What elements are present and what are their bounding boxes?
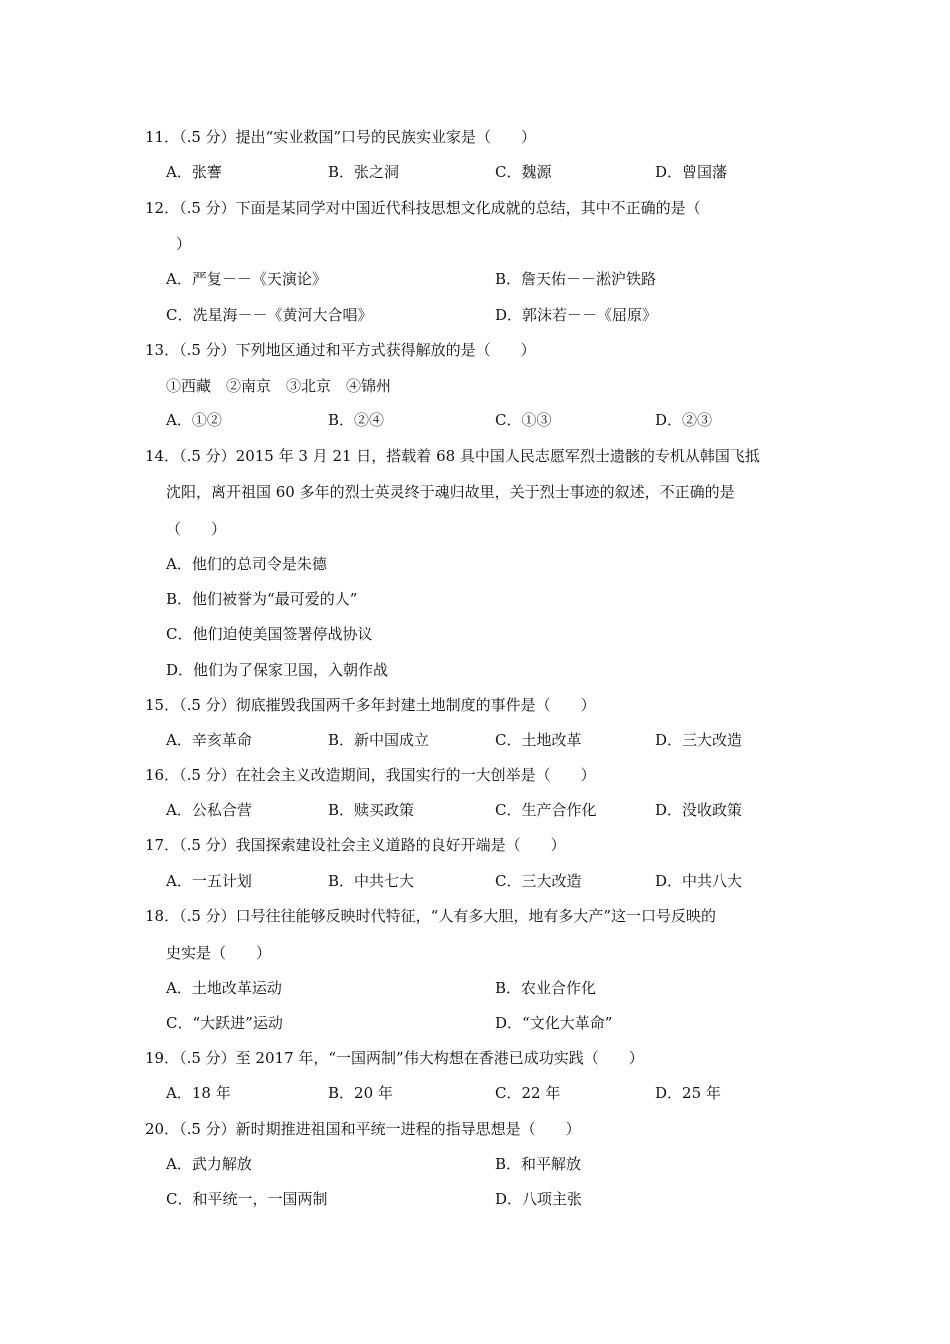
question-12-option-a: A．严复－－《天演论》 (166, 270, 327, 288)
question-12-option-b: B．詹天佑－－淞沪铁路 (495, 270, 657, 288)
question-12-option-d: D．郭沫若－－《屈原》 (495, 306, 658, 324)
question-12-stem-line2: ） (176, 235, 192, 253)
question-17-option-b: B．中共七大 (328, 872, 415, 890)
question-11-option-c: C．魏源 (495, 163, 552, 181)
question-11-stem: 11．（.5 分）提出“实业救国”口号的民族实业家是（ ） (145, 128, 537, 146)
question-16-option-d: D．没收政策 (655, 801, 743, 819)
question-18-stem-line2: 史实是（ ） (166, 944, 272, 962)
question-20-option-a: A．武力解放 (166, 1155, 252, 1173)
question-15-option-d: D．三大改造 (655, 731, 743, 749)
question-15-option-b: B．新中国成立 (328, 731, 430, 749)
question-17-option-d: D．中共八大 (655, 872, 743, 890)
question-18-option-c: C．“大跃进”运动 (166, 1014, 283, 1032)
question-19-option-c: C．22 年 (495, 1084, 561, 1102)
question-13-option-a: A．①② (166, 411, 222, 429)
question-19-option-a: A．18 年 (166, 1084, 231, 1102)
question-12-stem-line1: 12．（.5 分）下面是某同学对中国近代科技思想文化成就的总结，其中不正确的是（ (145, 199, 701, 217)
question-18-option-d: D．“文化大革命” (495, 1014, 613, 1032)
question-13-items: ①西藏 ②南京 ③北京 ④锦州 (166, 377, 392, 395)
question-15-option-c: C．土地改革 (495, 731, 582, 749)
question-15-stem: 15．（.5 分）彻底摧毁我国两千多年封建土地制度的事件是（ ） (145, 696, 596, 714)
question-17-stem: 17．（.5 分）我国探索建设社会主义道路的良好开端是（ ） (145, 836, 566, 854)
question-15-option-a: A．辛亥革命 (166, 731, 252, 749)
question-16-option-b: B．赎买政策 (328, 801, 415, 819)
question-14-stem-line3: （ ） (166, 520, 227, 538)
question-16-option-c: C．生产合作化 (495, 801, 597, 819)
question-14-option-a: A．他们的总司令是朱德 (166, 555, 327, 573)
question-13-option-d: D．②③ (655, 411, 713, 429)
question-16-option-a: A．公私合营 (166, 801, 252, 819)
question-18-stem-line1: 18．（.5 分）口号往往能够反映时代特征，“人有多大胆，地有多大产”这一口号反映的 (145, 907, 717, 925)
question-14-stem-line2: 沈阳，离开祖国 60 多年的烈士英灵终于魂归故里，关于烈士事迹的叙述，不正确的是 (166, 483, 735, 501)
question-20-option-c: C．和平统一，一国两制 (166, 1190, 328, 1208)
question-17-option-a: A．一五计划 (166, 872, 252, 890)
question-11-option-b: B．张之洞 (328, 163, 400, 181)
question-11-option-d: D．曾国藩 (655, 163, 728, 181)
question-19-option-d: D．25 年 (655, 1084, 721, 1102)
question-16-stem: 16．（.5 分）在社会主义改造期间，我国实行的一大创举是（ ） (145, 766, 596, 784)
question-12-option-c: C．冼星海－－《黄河大合唱》 (166, 306, 373, 324)
question-14-option-b: B．他们被誉为“最可爱的人” (166, 590, 358, 608)
question-19-stem: 19．（.5 分）至 2017 年，“一国两制”伟大构想在香港已成功实践（ ） (145, 1049, 644, 1067)
question-18-option-b: B．农业合作化 (495, 979, 597, 997)
question-14-stem-line1: 14．（.5 分）2015 年 3 月 21 日，搭载着 68 具中国人民志愿军烈士遗骸的专机从韩国飞抵 (145, 447, 760, 465)
question-13-option-c: C．①③ (495, 411, 552, 429)
question-11-option-a: A．张謇 (166, 163, 222, 181)
question-20-option-d: D．八项主张 (495, 1190, 583, 1208)
question-18-option-a: A．土地改革运动 (166, 979, 282, 997)
question-19-option-b: B．20 年 (328, 1084, 393, 1102)
question-14-option-d: D．他们为了保家卫国，入朝作战 (166, 661, 389, 679)
question-17-option-c: C．三大改造 (495, 872, 582, 890)
question-13-option-b: B．②④ (328, 411, 385, 429)
question-20-stem: 20．（.5 分）新时期推进祖国和平统一进程的指导思想是（ ） (145, 1120, 581, 1138)
question-20-option-b: B．和平解放 (495, 1155, 582, 1173)
question-14-option-c: C．他们迫使美国签署停战协议 (166, 625, 373, 643)
question-13-stem: 13．（.5 分）下列地区通过和平方式获得解放的是（ ） (145, 341, 536, 359)
